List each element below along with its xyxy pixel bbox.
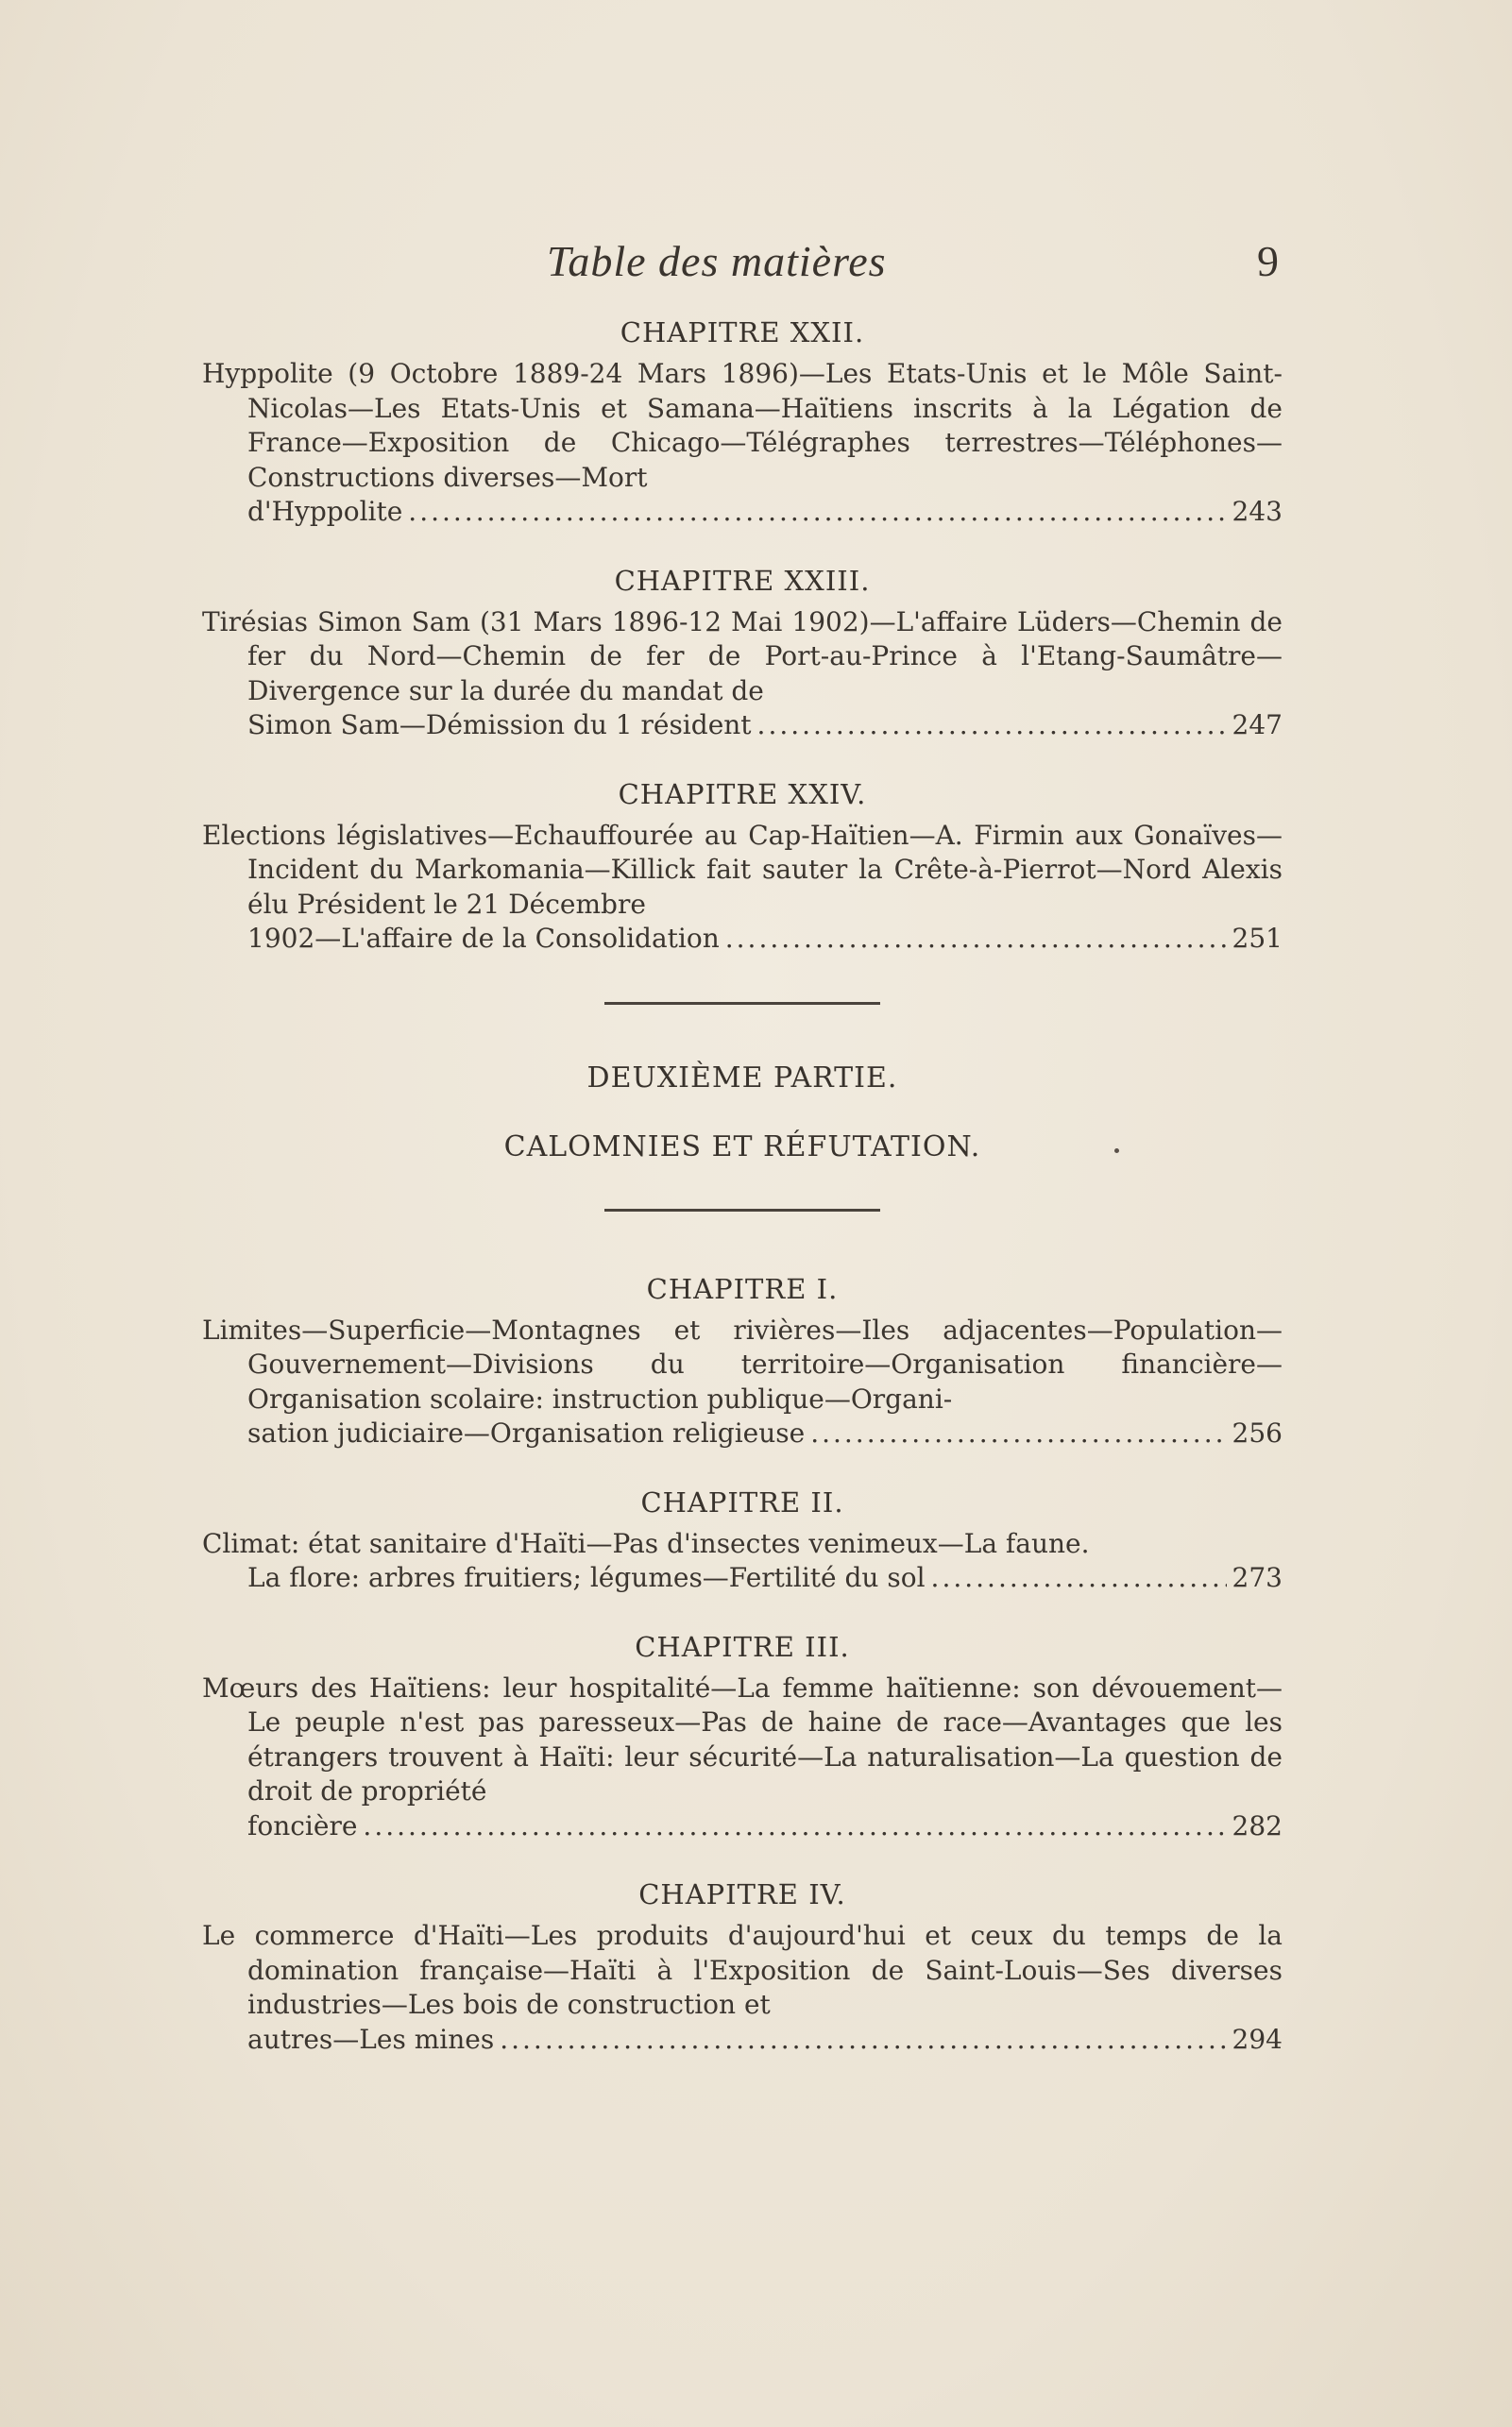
summary-last-line: sation judiciaire—Organisation religieuse (247, 1417, 806, 1449)
chapter-title: CHAPITRE I. (646, 1272, 839, 1305)
chapter-title: CHAPITRE XXIV. (618, 777, 867, 810)
chapter-title: CHAPITRE II. (640, 1485, 844, 1519)
summary-text: Mœurs des Haïtiens: leur hospitalité—La femme haïtienne: son dévouement—Le peuple n'est pas paresseux—Pas de haine de race—Avantages que les étrangers trouvent à Haïti: leur sécurité—La naturalisation—La question de droit de propriété (202, 1672, 1283, 1807)
paper-speck (1114, 1148, 1119, 1153)
dot-leader (810, 1417, 1226, 1451)
chapter-i (202, 1272, 1283, 1451)
leader-line (247, 495, 1283, 530)
page-reference: 273 (1232, 1562, 1283, 1593)
chapter-xxiii (202, 564, 1283, 743)
summary-text: Hyppolite (9 Octobre 1889-24 Mars 1896)—Les Etats-Unis et le Môle Saint-Nicolas—Les Etats-Unis et Samana—Haïtiens inscrits à la Légation de France—Exposition de Chicago—Télégraphes terrestres—Téléphones—Constructions diverses—Mort (202, 358, 1283, 493)
page-reference: 243 (1232, 496, 1283, 527)
summary-text: Climat: état sanitaire d'Haïti—Pas d'insectes venimeux—La faune. (202, 1527, 1090, 1559)
divider-rule (604, 1002, 880, 1005)
running-title: Table des matières (547, 237, 887, 285)
chapter-summary (202, 1314, 1283, 1451)
part-title: DEUXIÈME PARTIE. (586, 1061, 898, 1095)
chapter-xxii (202, 315, 1283, 530)
part-heading (202, 1002, 1283, 1212)
dot-leader (408, 495, 1226, 530)
chapter-title: CHAPITRE XXIII. (614, 564, 871, 597)
leader-line (247, 1561, 1283, 1596)
summary-last-line: Simon Sam—Démission du 1 résident (247, 709, 752, 740)
dot-leader (725, 922, 1227, 957)
dot-leader (757, 708, 1227, 743)
page-reference: 251 (1232, 923, 1283, 954)
dot-leader (931, 1561, 1227, 1596)
page-reference: 282 (1232, 1809, 1283, 1841)
dot-leader (500, 2023, 1226, 2058)
leader-line (247, 1809, 1283, 1844)
page-header (202, 236, 1279, 293)
page-number: 9 (1257, 237, 1279, 285)
page-reference: 256 (1232, 1417, 1283, 1449)
chapter-summary (202, 357, 1283, 530)
part-subtitle: CALOMNIES ET RÉFUTATION. (503, 1129, 981, 1163)
summary-last-line: d'Hyppolite (247, 496, 403, 527)
leader-line (247, 2023, 1283, 2058)
chapter-summary (202, 1919, 1283, 2057)
chapter-title: CHAPITRE III. (635, 1630, 850, 1663)
summary-last-line: 1902—L'affaire de la Consolidation (247, 923, 720, 954)
summary-text: Tirésias Simon Sam (31 Mars 1896-12 Mai 1902)—L'affaire Lüders—Chemin de fer du Nord—Chemin de fer de Port-au-Prince à l'Etang-Saumâtre—Divergence sur la durée du mandat de (202, 605, 1283, 706)
chapter-iv (202, 1877, 1283, 2057)
table-of-contents (202, 315, 1283, 2057)
chapter-title: CHAPITRE IV. (638, 1878, 846, 1910)
summary-text: Elections législatives—Echauffourée au Cap-Haïtien—A. Firmin aux Gonaïves—Incident du Markomania—Killick fait sauter la Crête-à-Pierrot—Nord Alexis élu Président le 21 Décembre (202, 819, 1283, 920)
chapter-summary (202, 819, 1283, 957)
chapter-xxiv (202, 777, 1283, 957)
leader-line (247, 922, 1283, 957)
summary-last-line: autres—Les mines (247, 2023, 495, 2055)
summary-text: Le commerce d'Haïti—Les produits d'aujourd'hui et ceux du temps de la domination française—Haïti à l'Exposition de Saint-Louis—Ses diverses industries—Les bois de construction et (202, 1920, 1283, 2020)
dot-leader (363, 1809, 1226, 1844)
page-reference: 294 (1232, 2023, 1283, 2055)
summary-last-line: foncière (247, 1809, 358, 1841)
chapter-summary (202, 605, 1283, 743)
summary-text: Limites—Superficie—Montagnes et rivières—Iles adjacentes—Population—Gouvernement—Divisions du territoire—Organisation financière—Organisation scolaire: instruction publique—Organi- (202, 1314, 1283, 1415)
chapter-ii (202, 1485, 1283, 1596)
page-reference: 247 (1232, 709, 1283, 740)
chapter-iii (202, 1630, 1283, 1844)
chapter-title: CHAPITRE XXII. (620, 316, 865, 348)
chapter-summary (202, 1527, 1283, 1596)
leader-line (247, 708, 1283, 743)
chapter-summary (202, 1672, 1283, 1844)
divider-rule (604, 1209, 880, 1212)
leader-line (247, 1417, 1283, 1451)
summary-last-line: La flore: arbres fruitiers; légumes—Fertilité du sol (247, 1562, 926, 1593)
